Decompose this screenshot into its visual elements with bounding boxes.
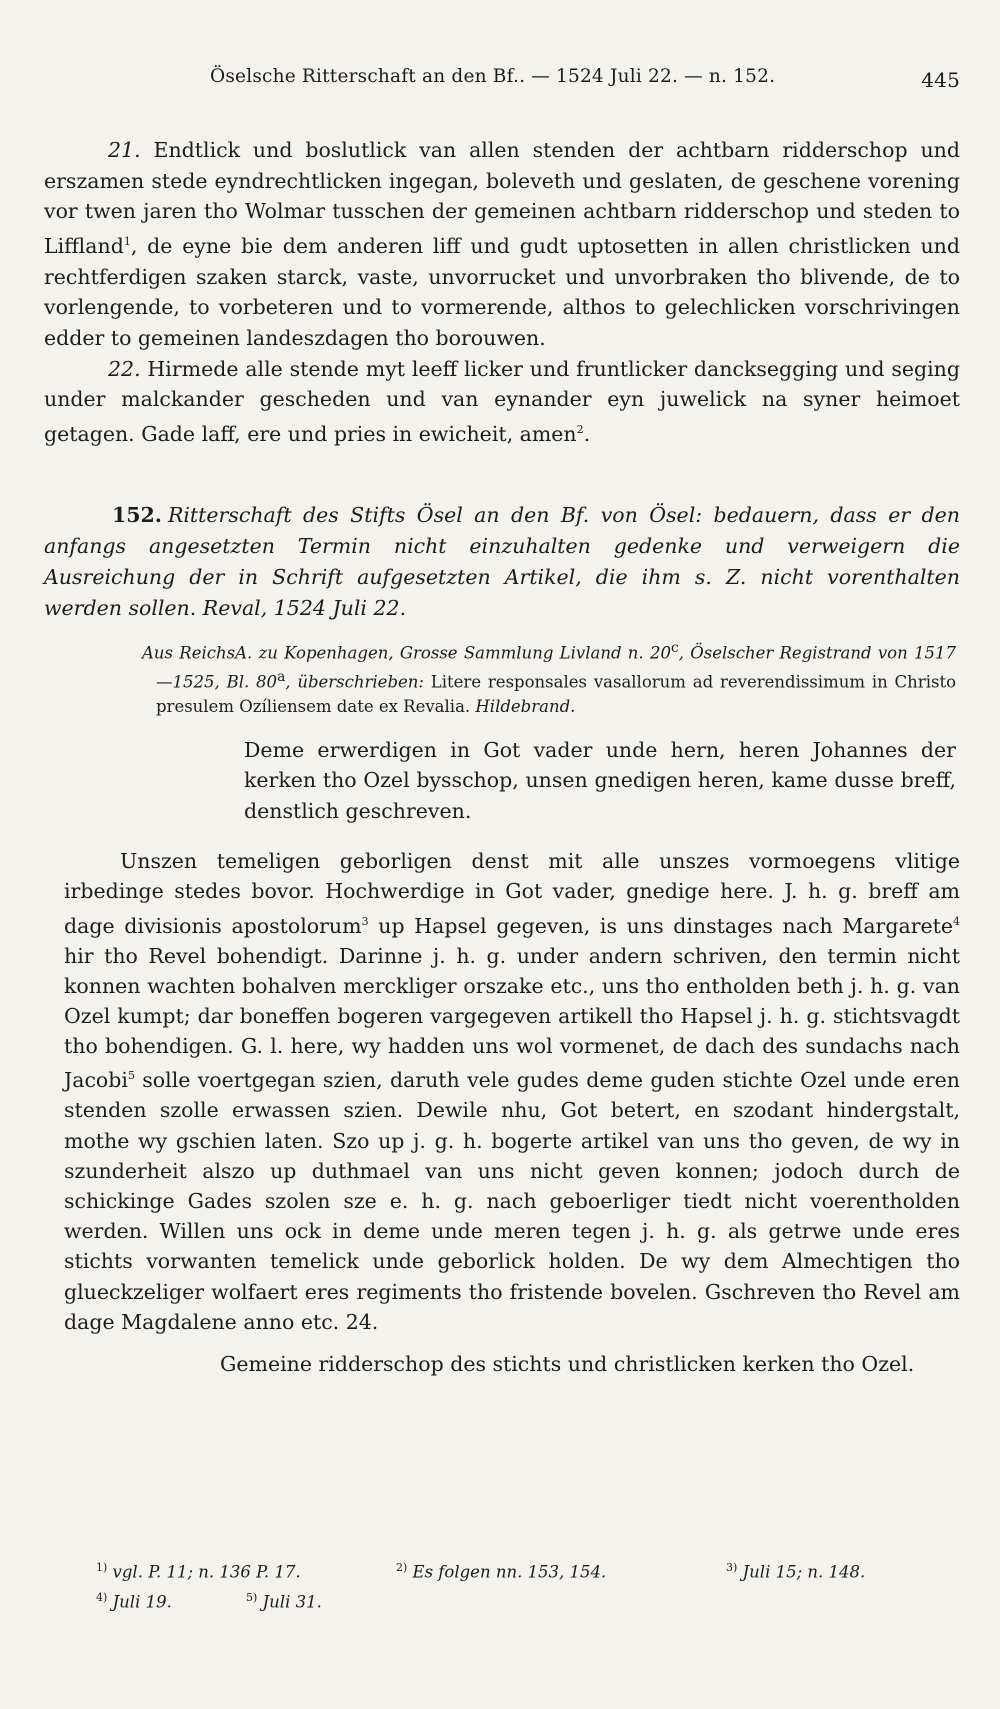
- footnote-ref: 1: [123, 235, 131, 249]
- section-number: 152.: [112, 502, 162, 527]
- footnote-mark: 4): [96, 1590, 108, 1604]
- paragraph-text: , de eyne bie dem anderen liff und gudt uptosetten in allen christlicken und rechtferdigen szaken starck, vaste, unvorrucket und unvorbraken tho blivende, de to vorlengende, to vorbeteren und to vormerende, althos to gelechlicken vorschrivingen edder to gemeinen landeszdagen tho borouwen.: [44, 233, 960, 351]
- letter-part: hir tho Revel bohendigt. Darinne j. h. g. under andern schriven, den termin nicht konnen wachten bohalven merckliger orszake etc., uns tho entholden beth j. h. g. van Ozel kumpt; dar boneffen bogeren vargegeven artikell tho Hapsel j. h. g. stichtsvagdt tho bohendigen. G. l. here, wy hadden uns wol vormenet, de dach des sundachs nach Jacobi: [64, 943, 960, 1093]
- letter-part: up Hapsel gegeven, is uns dinstages nach Margarete: [368, 913, 953, 938]
- footnote: [396, 1555, 726, 1585]
- letter-address: [244, 735, 956, 827]
- footnote-text: Es folgen nn. 153, 154.: [412, 1562, 607, 1582]
- footnote-text: Juli 31.: [262, 1592, 322, 1611]
- running-title: Öselsche Ritterschaft an den Bf.. — 1524 Juli 22. — n. 152.: [210, 66, 776, 87]
- paragraph-text: Endtlick und boslutlick van allen stenden der achtbarn ridderschop und erszamen stede eyndrechtlicken ingegan, boleveth und geslaten, de geschene vorening vor twen jaren tho Wolmar tusschen der gemeinen achtbarn ridderschop und steden to Liffland: [44, 138, 960, 258]
- source-text: , Öselscher Registrand von 1517—1525, Bl. 80: [156, 643, 956, 692]
- footnote-mark: 2): [396, 1561, 408, 1574]
- running-header: [210, 66, 960, 92]
- footnote-text: vgl. P. 11; n. 136 P. 17.: [112, 1562, 301, 1582]
- source-text: Aus ReichsA. zu Kopenhagen, Grosse Sammlung Livland n. 20: [142, 643, 671, 663]
- footnote-ref: 4: [953, 914, 960, 928]
- letter-body: [44, 846, 960, 1337]
- paragraph-22: [44, 354, 960, 450]
- source-sup: c: [670, 639, 679, 656]
- footnote: [246, 1585, 322, 1615]
- footnote-ref: 3: [361, 914, 369, 928]
- paragraph-number: 21.: [108, 138, 141, 162]
- footnote-mark: 3): [726, 1561, 738, 1574]
- editor-name: Hildebrand.: [475, 696, 576, 716]
- source-latin: Litere responsales vasallorum ad reverendissimum in Christo presulem Ozíliensem date ex Revalia.: [156, 672, 957, 716]
- footnote: [726, 1555, 962, 1585]
- footnote-row: [96, 1585, 962, 1615]
- address-text: Deme erwerdigen in Got vader unde hern, heren Johannes der kerken tho Ozel bysschop, unsen gnedigen heren, kame dusse breff, denstlich geschreven.: [244, 737, 956, 823]
- footnotes: [96, 1555, 962, 1614]
- footnote-ref: 5: [127, 1069, 135, 1083]
- source-note: [44, 636, 960, 719]
- footnote-row: [96, 1555, 962, 1585]
- footnote-mark: 1): [96, 1561, 108, 1574]
- source-text: , überschrieben:: [285, 672, 424, 692]
- footnote: [96, 1555, 396, 1585]
- paragraph-number: 22.: [108, 356, 141, 381]
- footnote: [96, 1585, 246, 1615]
- footnote-mark: 5): [246, 1590, 258, 1604]
- section-title: Ritterschaft des Stifts Ösel an den Bf. von Ösel: bedauern, dass er den anfangs angesetzten Termin nicht einzuhalten gedenke und verweigern die Ausreichung der in Schrift aufgesetzten Artikel, die ihm s. Z. nicht vorenthalten werden sollen. Reval, 1524 Juli 22.: [44, 502, 960, 620]
- page-number: 445: [921, 68, 960, 92]
- source-sup: a: [277, 669, 286, 686]
- letter-part: solle voertgegan szien, daruth vele gudes deme guden stichte Ozel unde eren stenden szolle erwassen szien. Dewile nhu, Got betert, en szodant hindergstalt, mothe wy gschien laten. Szo up j. g. h. bogerte artikel van uns tho geven, de wy in szunderheit alszo up duthmael van uns nicht geven konnen; jodoch durch de schickinge Gades szolen sze e. h. g. nach geboerliger tiedt nicht voerentholden werden. Willen uns ock in deme unde meren tegen j. h. g. als getrwe unde eres stichts vorwanten temelick unde geborlick holden. De wy dem Almechtigen tho glueckzeliger wolfaert eres regiments tho fristende bovelen. Gschreven tho Revel am dage Magdalene anno etc. 24.: [64, 1068, 960, 1334]
- page-body: [44, 135, 960, 1379]
- paragraph-21: [44, 135, 960, 354]
- letter-text: [64, 846, 960, 1337]
- letter-part: Unszen temeligen geborligen denst mit alle unszes vormoegens vlitige irbedinge stedes bovor. Hochwerdige in Got vader, gnedige here. J. h. g. breff am dage divisionis apostolorum: [64, 849, 960, 938]
- footnote-ref: 2: [576, 423, 584, 437]
- signature: Gemeine ridderschop des stichts und christlicken kerken tho Ozel.: [220, 1352, 915, 1377]
- section-heading: [44, 500, 960, 624]
- paragraph-text: Hirmede alle stende myt leeff licker und fruntlicker dancksegging und seging under malckander gescheden und van eynander eyn juwelick na syner heimoet getagen. Gade laff, ere und pries in ewicheit, amen: [44, 356, 960, 446]
- paragraph-text: .: [583, 421, 591, 446]
- footnote-text: Juli 15; n. 148.: [742, 1562, 866, 1582]
- footnote-text: Juli 19.: [112, 1592, 172, 1611]
